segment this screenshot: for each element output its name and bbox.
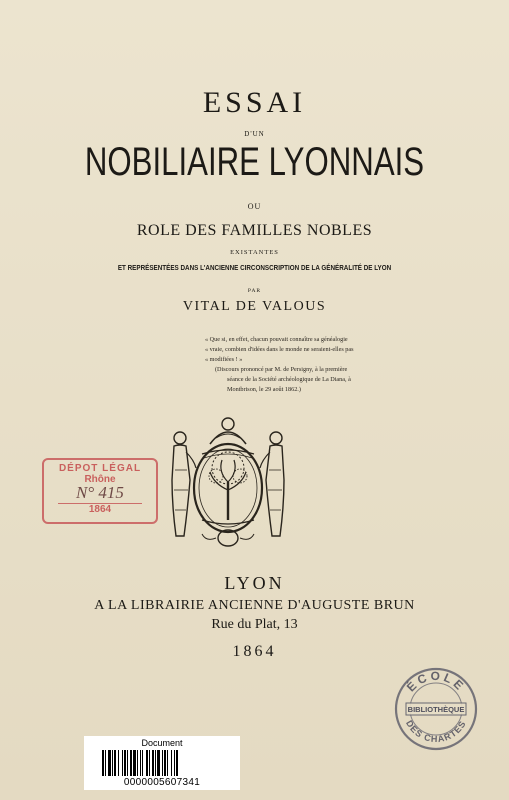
epigraph-citation: Montbrison, le 29 août 1862.) xyxy=(227,386,301,393)
barcode-bar xyxy=(176,750,178,776)
imprint-year: 1864 xyxy=(232,643,277,660)
barcode-bar xyxy=(140,750,141,776)
epigraph-citation: (Discours prononcé par M. de Persigny, à la première xyxy=(215,366,348,373)
title-dun: D'UN xyxy=(244,130,265,138)
epigraph-line: « modifiées ! » xyxy=(205,356,243,363)
title-essai: ESSAI xyxy=(202,86,307,119)
barcode-title: Document xyxy=(141,738,183,748)
imprint-address: Rue du Plat, 13 xyxy=(211,617,298,632)
subtitle-representees: ET REPRÉSENTÉES DANS L'ANCIENNE CIRCONSCRIPTION DE LA GÉNÉRALITÉ DE LYON xyxy=(117,265,392,272)
barcode-bar xyxy=(146,750,148,776)
barcode-label xyxy=(84,736,240,790)
author-name: VITAL DE VALOUS xyxy=(182,299,327,314)
barcode-bar xyxy=(108,750,111,776)
barcode-bar xyxy=(167,750,168,776)
barcode-bar xyxy=(118,750,119,776)
library-stamp xyxy=(393,666,479,752)
barcode-bar xyxy=(162,750,163,776)
barcode-bar xyxy=(164,750,166,776)
barcode-bar xyxy=(127,750,128,776)
barcode-bar xyxy=(157,750,160,776)
barcode-bar xyxy=(112,750,113,776)
barcode-bar xyxy=(171,750,172,776)
imprint-publisher: A LA LIBRAIRIE ANCIENNE D'AUGUSTE BRUN xyxy=(94,598,415,613)
barcode-bar xyxy=(149,750,150,776)
svg-text:DES CHARTES: DES CHARTES xyxy=(404,718,468,745)
barcode-bar xyxy=(152,750,154,776)
legal-deposit-stamp xyxy=(42,458,158,524)
barcode-bar xyxy=(122,750,123,776)
title-ou: OU xyxy=(247,202,262,211)
epigraph-citation: séance de la Société archéologique de La Diana, à xyxy=(227,376,351,383)
barcode-bar xyxy=(137,750,138,776)
epigraph-line: « Que si, en effet, chacun pouvait connaître sa généalogie xyxy=(205,336,348,343)
subtitle-existantes: EXISTANTES xyxy=(230,249,279,256)
by-label: PAR xyxy=(247,288,262,294)
barcode-bar xyxy=(155,750,156,776)
barcode-number: 0000005607341 xyxy=(123,777,201,788)
stamp-line: Rhône xyxy=(84,474,116,485)
barcode-bar xyxy=(130,750,132,776)
barcode-bar xyxy=(102,750,104,776)
barcode-bar xyxy=(142,750,143,776)
epigraph-line: « vraie, combien d'idées dans le monde ne seraient-elles pas xyxy=(205,346,354,353)
stamp-number: N° 415 xyxy=(76,483,124,502)
stamp-line: DÉPOT LÉGAL xyxy=(58,463,142,474)
svg-text:ÉCOLE: ÉCOLE xyxy=(403,668,469,695)
epigraph xyxy=(205,335,420,395)
imprint-city: LYON xyxy=(224,573,285,593)
barcode-bar xyxy=(174,750,175,776)
stamp-year: 1864 xyxy=(58,503,142,515)
barcode-bar xyxy=(114,750,116,776)
barcode-bar xyxy=(124,750,126,776)
printers-device-illustration xyxy=(166,410,290,552)
barcode-bar xyxy=(105,750,106,776)
subtitle-role: ROLE DES FAMILLES NOBLES xyxy=(136,222,373,239)
svg-text:BIBLIOTHÈQUE: BIBLIOTHÈQUE xyxy=(407,705,465,714)
main-title: NOBILIAIRE LYONNAIS xyxy=(84,140,425,184)
barcode-image xyxy=(102,750,222,776)
barcode-bar xyxy=(133,750,136,776)
